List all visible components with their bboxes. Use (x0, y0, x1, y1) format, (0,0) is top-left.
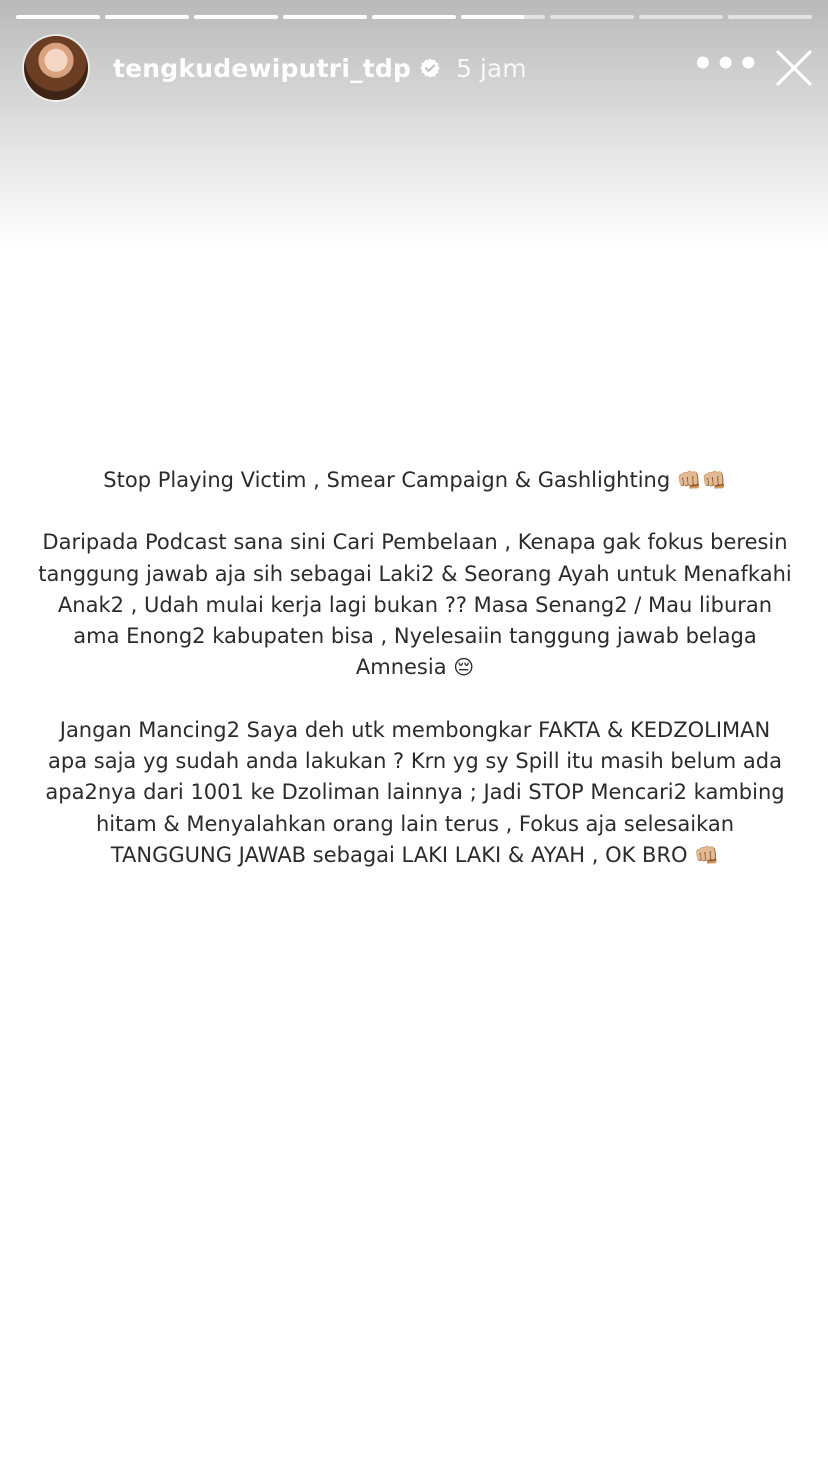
emoji-icon: 👊🏼 (694, 842, 720, 867)
progress-segment (194, 15, 278, 19)
story-paragraph (20, 527, 810, 683)
progress-segment-fill (283, 15, 367, 19)
avatar[interactable] (24, 36, 88, 100)
username[interactable]: tengkudewiputri_tdp (113, 53, 412, 83)
story-paragraph (20, 715, 810, 871)
story-line: apa2nya dari 1001 ke Dzoliman lainnya ; Jadi STOP Mencari2 kambing (45, 780, 785, 805)
close-icon[interactable] (774, 48, 814, 88)
progress-segment (639, 15, 723, 19)
story-line: tanggung jawab aja sih sebagai Laki2 & Seorang Ayah untuk Menafkahi (38, 561, 792, 586)
post-time: 5 jam (456, 53, 527, 83)
progress-segment (550, 15, 634, 19)
progress-segment-fill (372, 15, 456, 19)
story-line: hitam & Menyalahkan orang lain terus , Fokus aja selesaikan (95, 811, 735, 836)
progress-segment-fill (461, 15, 524, 19)
progress-segment-fill (194, 15, 278, 19)
story-line: ama Enong2 kabupaten bisa , Nyelesaiin tanggung jawab belaga (73, 624, 757, 649)
story-line: apa saja yg sudah anda lakukan ? Krn yg sy Spill itu masih belum ada (48, 749, 782, 774)
story-line: Stop Playing Victim , Smear Campaign & Gashlighting (103, 468, 671, 492)
progress-segment (16, 15, 100, 19)
story-line: Amnesia (355, 655, 447, 680)
verified-badge-icon (419, 57, 441, 79)
emoji-icon: 😔 (453, 655, 475, 680)
progress-segment (461, 15, 545, 19)
story-paragraph (20, 465, 810, 496)
story-line: Daripada Podcast sana sini Cari Pembelaan , Kenapa gak fokus beresin (42, 530, 788, 555)
story-line: Anak2 , Udah mulai kerja lagi bukan ?? Masa Senang2 / Mau liburan (57, 592, 773, 617)
progress-segment (105, 15, 189, 19)
story-line: Jangan Mancing2 Saya deh utk membongkar FAKTA & KEDZOLIMAN (59, 717, 771, 742)
emoji-icon: 👊🏼👊🏼 (676, 468, 727, 492)
story-progress-bar (16, 15, 812, 19)
progress-segment-fill (105, 15, 189, 19)
progress-segment-fill (16, 15, 100, 19)
story-line: TANGGUNG JAWAB sebagai LAKI LAKI & AYAH , OK BRO (110, 842, 688, 867)
story-header (24, 36, 814, 100)
progress-segment (372, 15, 456, 19)
progress-segment (728, 15, 812, 19)
story-text-content (20, 465, 810, 871)
progress-segment (283, 15, 367, 19)
more-options-icon[interactable]: ••• (692, 44, 761, 84)
